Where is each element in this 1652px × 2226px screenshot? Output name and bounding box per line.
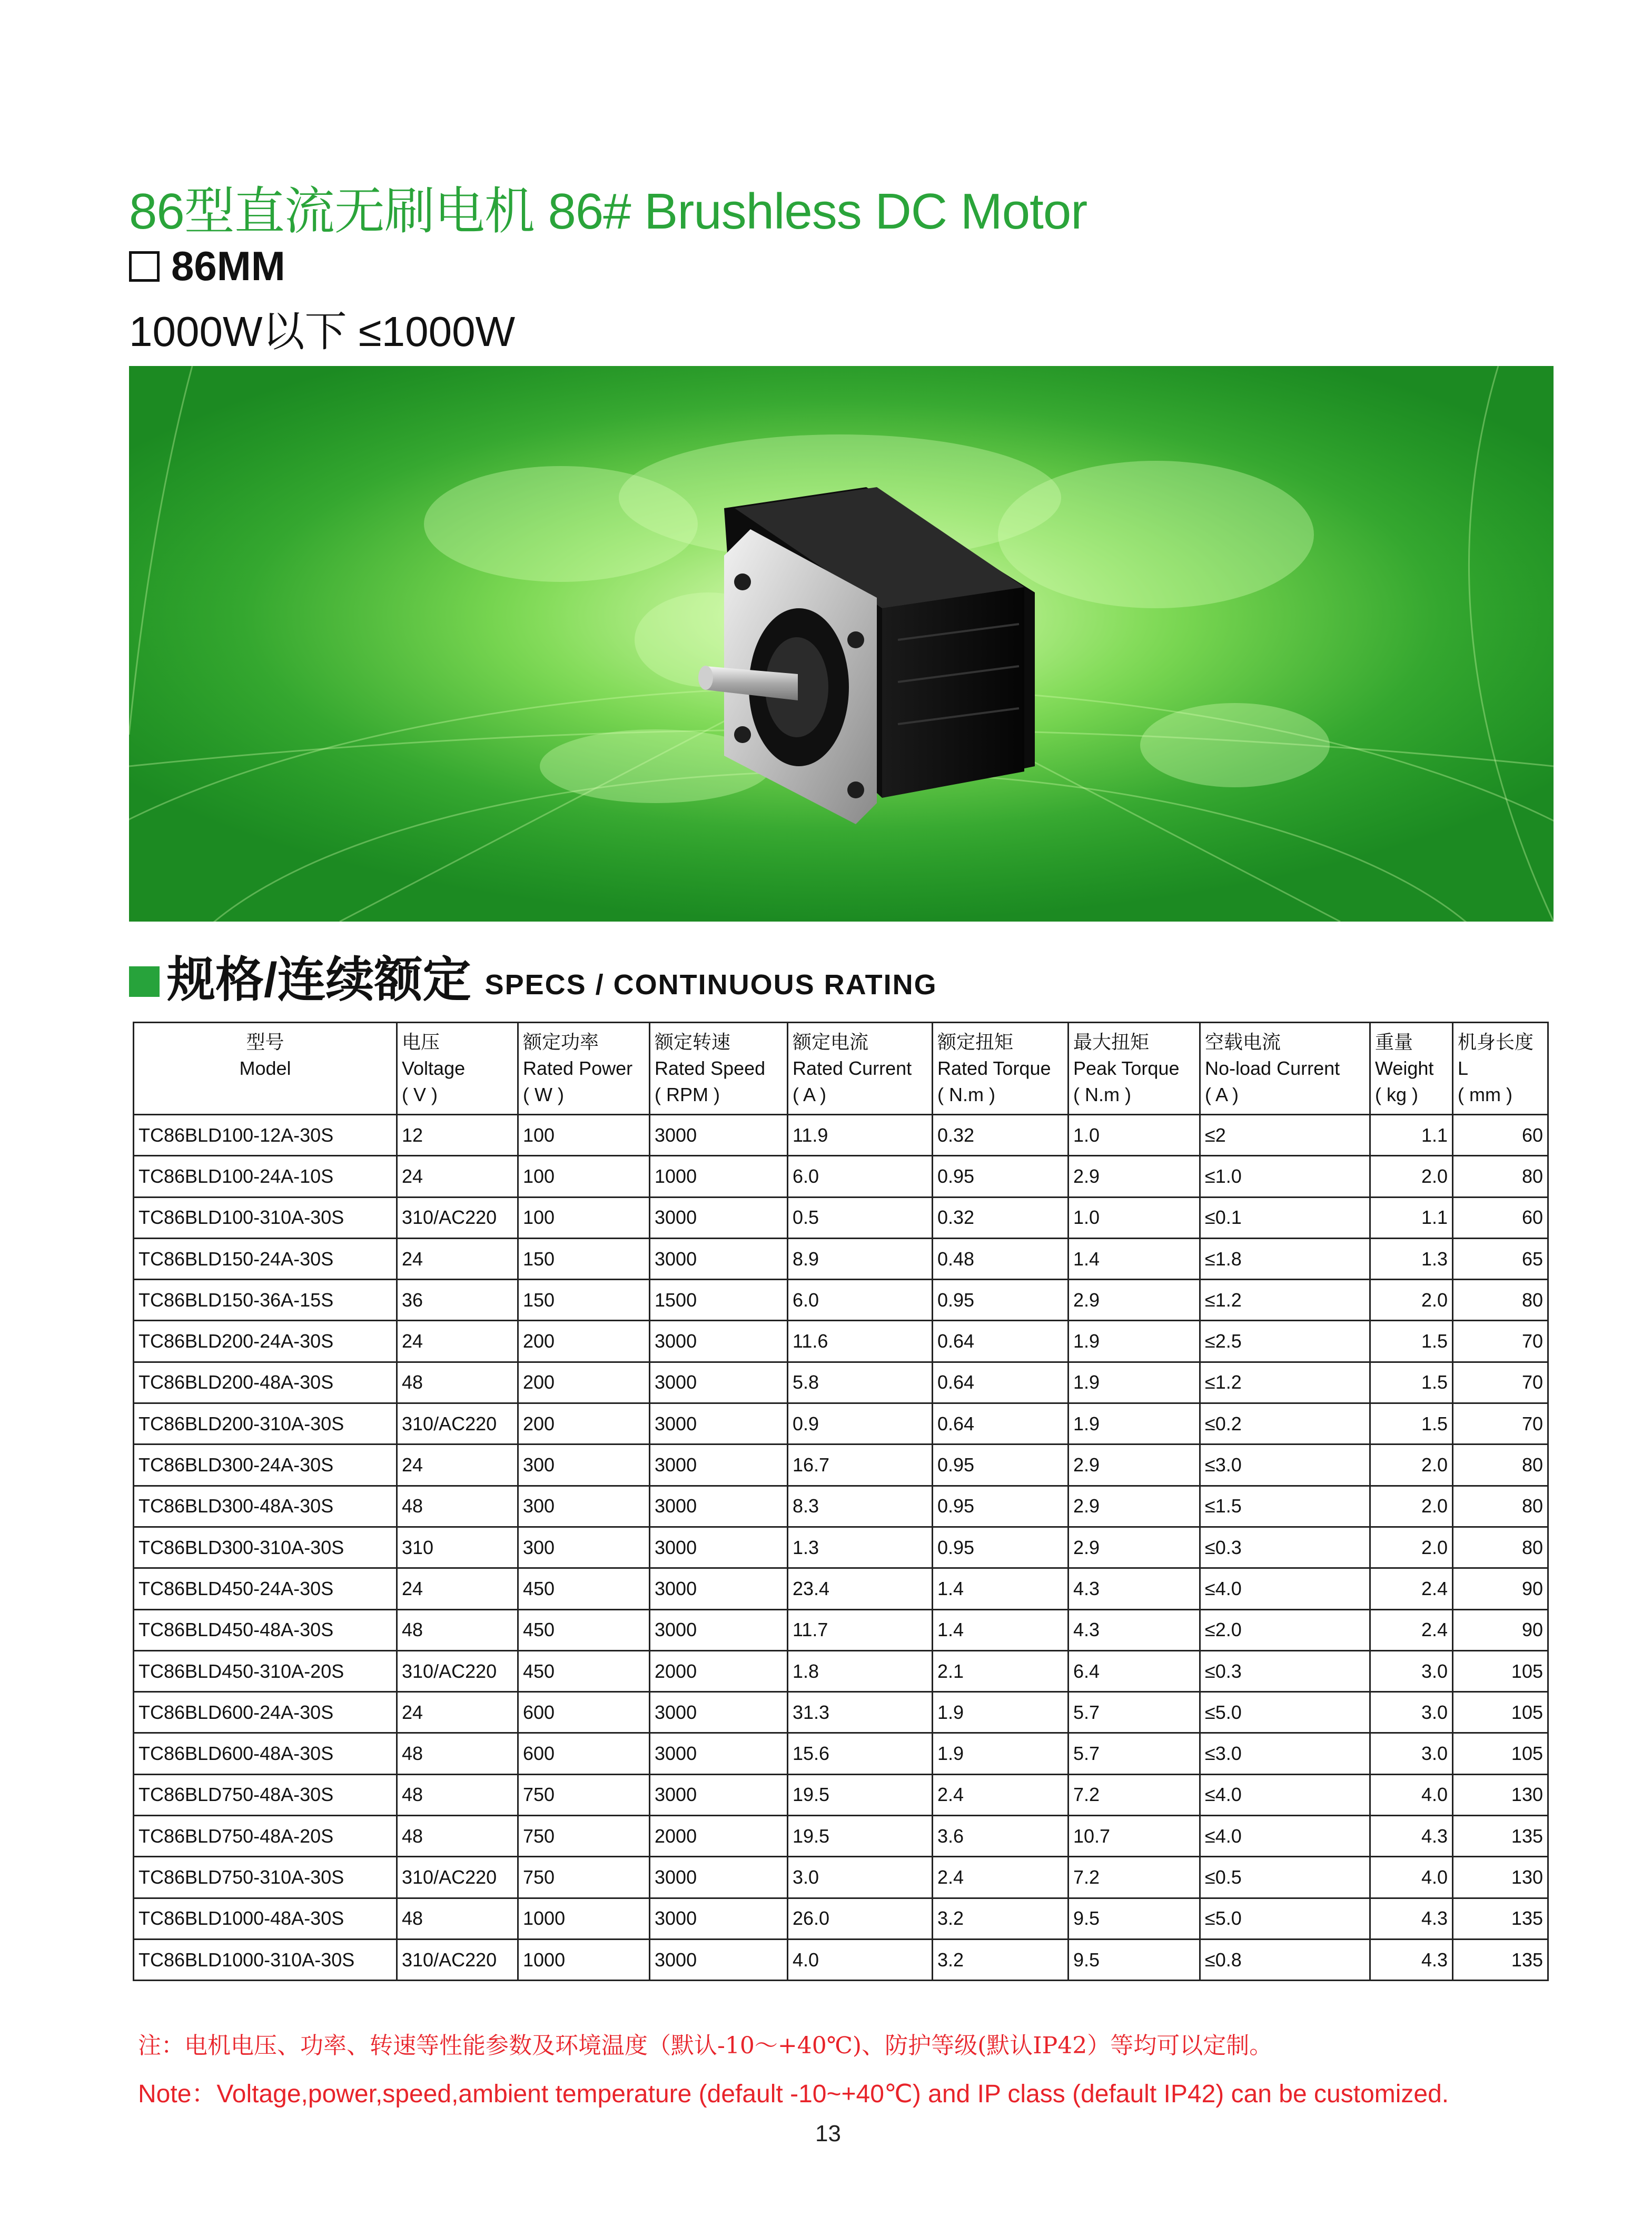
table-cell: 2.4 <box>1370 1568 1453 1609</box>
table-cell: 90 <box>1453 1568 1548 1609</box>
table-row <box>134 1774 1548 1815</box>
table-row <box>134 1238 1548 1279</box>
table-row <box>134 1816 1548 1857</box>
table-cell: ≤3.0 <box>1200 1445 1370 1486</box>
table-cell: 0.9 <box>788 1403 933 1445</box>
table-cell: 200 <box>518 1403 650 1445</box>
table-cell: 2.4 <box>933 1857 1069 1898</box>
table-cell: 24 <box>397 1692 518 1733</box>
table-cell: 310/AC220 <box>397 1197 518 1238</box>
table-cell: TC86BLD200-310A-30S <box>134 1403 397 1445</box>
table-cell: 1.0 <box>1069 1115 1200 1156</box>
table-cell: 3000 <box>650 1939 788 1980</box>
table-row <box>134 1156 1548 1197</box>
table-cell: 1.4 <box>1069 1238 1200 1279</box>
table-cell: TC86BLD100-12A-30S <box>134 1115 397 1156</box>
table-cell: ≤2.0 <box>1200 1609 1370 1650</box>
table-cell: 10.7 <box>1069 1816 1200 1857</box>
table-cell: TC86BLD600-48A-30S <box>134 1733 397 1774</box>
table-cell: TC86BLD750-310A-30S <box>134 1857 397 1898</box>
table-row <box>134 1650 1548 1691</box>
table-cell: 310/AC220 <box>397 1650 518 1691</box>
table-cell: ≤0.3 <box>1200 1527 1370 1568</box>
table-cell: 3.0 <box>1370 1733 1453 1774</box>
column-header-en: Rated Power <box>523 1057 633 1079</box>
column-header-zh: 额定转速 <box>655 1031 731 1053</box>
table-cell: ≤4.0 <box>1200 1816 1370 1857</box>
table-cell: 3000 <box>650 1733 788 1774</box>
table-cell: 80 <box>1453 1486 1548 1527</box>
table-cell: 2000 <box>650 1816 788 1857</box>
table-cell: 0.95 <box>933 1486 1069 1527</box>
table-cell: 600 <box>518 1733 650 1774</box>
table-cell: 135 <box>1453 1939 1548 1980</box>
specs-section-title <box>129 953 937 1007</box>
table-cell: 100 <box>518 1197 650 1238</box>
table-cell: TC86BLD450-310A-20S <box>134 1650 397 1691</box>
column-header-zh: 额定电流 <box>793 1031 869 1053</box>
column-header-zh: 电压 <box>402 1031 440 1053</box>
table-cell: 0.64 <box>933 1362 1069 1403</box>
table-cell: 2.4 <box>933 1774 1069 1815</box>
table-cell: TC86BLD750-48A-30S <box>134 1774 397 1815</box>
table-cell: ≤4.0 <box>1200 1568 1370 1609</box>
table-cell: 450 <box>518 1650 650 1691</box>
table-cell: 4.3 <box>1370 1816 1453 1857</box>
table-cell: TC86BLD450-48A-30S <box>134 1609 397 1650</box>
table-cell: 0.95 <box>933 1280 1069 1321</box>
table-row <box>134 1197 1548 1238</box>
table-cell: 3000 <box>650 1321 788 1362</box>
table-cell: 1.3 <box>788 1527 933 1568</box>
column-header-unit: ( N.m ) <box>937 1084 995 1105</box>
column-header-unit: ( RPM ) <box>655 1084 720 1105</box>
table-row <box>134 1609 1548 1650</box>
note-english: Note：Voltage,power,speed,ambient temperature (default -10~+40℃) and IP class (default IP42) can be customized. <box>138 2080 1449 2108</box>
table-cell: 16.7 <box>788 1445 933 1486</box>
table-cell: 300 <box>518 1486 650 1527</box>
table-row <box>134 1898 1548 1939</box>
table-cell: 0.95 <box>933 1445 1069 1486</box>
table-cell: 3000 <box>650 1568 788 1609</box>
table-cell: 19.5 <box>788 1774 933 1815</box>
table-cell: 130 <box>1453 1774 1548 1815</box>
table-cell: 1.9 <box>933 1733 1069 1774</box>
table-cell: 2.0 <box>1370 1527 1453 1568</box>
column-header-en: Peak Torque <box>1073 1057 1180 1079</box>
table-cell: 60 <box>1453 1115 1548 1156</box>
table-cell: 200 <box>518 1321 650 1362</box>
table-cell: 70 <box>1453 1362 1548 1403</box>
table-row <box>134 1321 1548 1362</box>
table-row <box>134 1403 1548 1445</box>
table-cell: TC86BLD150-36A-15S <box>134 1280 397 1321</box>
table-cell: 3000 <box>650 1486 788 1527</box>
page-number: 13 <box>815 2121 841 2146</box>
table-cell: 80 <box>1453 1280 1548 1321</box>
table-cell: 3.2 <box>933 1939 1069 1980</box>
table-cell: 48 <box>397 1774 518 1815</box>
table-cell: 80 <box>1453 1156 1548 1197</box>
table-cell: 1.1 <box>1370 1115 1453 1156</box>
table-cell: 65 <box>1453 1238 1548 1279</box>
table-cell: 48 <box>397 1362 518 1403</box>
table-cell: 0.64 <box>933 1403 1069 1445</box>
table-cell: 1.8 <box>788 1650 933 1691</box>
table-cell: 90 <box>1453 1609 1548 1650</box>
table-cell: TC86BLD450-24A-30S <box>134 1568 397 1609</box>
table-cell: 2.0 <box>1370 1280 1453 1321</box>
square-icon <box>129 251 160 282</box>
table-cell: TC86BLD1000-310A-30S <box>134 1939 397 1980</box>
table-cell: 310 <box>397 1527 518 1568</box>
table-cell: 5.8 <box>788 1362 933 1403</box>
table-cell: 48 <box>397 1733 518 1774</box>
table-cell: 2.0 <box>1370 1445 1453 1486</box>
table-cell: 150 <box>518 1280 650 1321</box>
table-cell: ≤0.8 <box>1200 1939 1370 1980</box>
column-header <box>1069 1023 1200 1115</box>
table-cell: 300 <box>518 1527 650 1568</box>
section-title-zh: 规格/连续额定 <box>167 953 471 1007</box>
table-cell: 3.6 <box>933 1816 1069 1857</box>
table-cell: 310/AC220 <box>397 1403 518 1445</box>
table-row <box>134 1280 1548 1321</box>
column-header-zh: 空载电流 <box>1205 1031 1281 1053</box>
table-cell: 0.95 <box>933 1156 1069 1197</box>
table-cell: 3000 <box>650 1857 788 1898</box>
table-cell: 1.5 <box>1370 1321 1453 1362</box>
column-header <box>933 1023 1069 1115</box>
table-row <box>134 1857 1548 1898</box>
table-cell: 24 <box>397 1321 518 1362</box>
table-cell: 0.5 <box>788 1197 933 1238</box>
table-cell: 300 <box>518 1445 650 1486</box>
column-header-zh: 最大扭矩 <box>1073 1031 1150 1053</box>
column-header <box>1453 1023 1548 1115</box>
table-cell: 1.0 <box>1069 1197 1200 1238</box>
table-row <box>134 1445 1548 1486</box>
column-header-en: Weight <box>1375 1057 1434 1079</box>
table-cell: 1.4 <box>933 1609 1069 1650</box>
table-cell: 1.9 <box>933 1692 1069 1733</box>
table-cell: 12 <box>397 1115 518 1156</box>
table-cell: ≤1.2 <box>1200 1280 1370 1321</box>
table-cell: 6.0 <box>788 1280 933 1321</box>
table-cell: 310/AC220 <box>397 1857 518 1898</box>
table-cell: 1000 <box>518 1939 650 1980</box>
table-cell: 11.9 <box>788 1115 933 1156</box>
table-cell: TC86BLD150-24A-30S <box>134 1238 397 1279</box>
table-cell: 2.1 <box>933 1650 1069 1691</box>
column-header-zh: 额定扭矩 <box>937 1031 1014 1053</box>
table-cell: TC86BLD300-48A-30S <box>134 1486 397 1527</box>
column-header-zh: 额定功率 <box>523 1031 599 1053</box>
table-cell: 2.4 <box>1370 1609 1453 1650</box>
table-cell: 0.48 <box>933 1238 1069 1279</box>
table-cell: TC86BLD300-24A-30S <box>134 1445 397 1486</box>
table-cell: 3000 <box>650 1403 788 1445</box>
table-row <box>134 1115 1548 1156</box>
table-cell: ≤5.0 <box>1200 1692 1370 1733</box>
table-cell: ≤1.5 <box>1200 1486 1370 1527</box>
table-cell: 3000 <box>650 1898 788 1939</box>
table-cell: ≤1.0 <box>1200 1156 1370 1197</box>
column-header <box>134 1023 397 1115</box>
table-cell: 1.3 <box>1370 1238 1453 1279</box>
table-cell: 11.6 <box>788 1321 933 1362</box>
table-row <box>134 1568 1548 1609</box>
table-cell: 2000 <box>650 1650 788 1691</box>
table-cell: 9.5 <box>1069 1898 1200 1939</box>
table-cell: 7.2 <box>1069 1774 1200 1815</box>
table-cell: 1.4 <box>933 1568 1069 1609</box>
table-cell: TC86BLD100-310A-30S <box>134 1197 397 1238</box>
table-cell: 11.7 <box>788 1609 933 1650</box>
column-header-en: Rated Speed <box>655 1057 766 1079</box>
table-cell: 3000 <box>650 1445 788 1486</box>
table-cell: 48 <box>397 1816 518 1857</box>
table-cell: 4.3 <box>1069 1609 1200 1650</box>
table-cell: ≤4.0 <box>1200 1774 1370 1815</box>
table-cell: 26.0 <box>788 1898 933 1939</box>
table-cell: 7.2 <box>1069 1857 1200 1898</box>
table-cell: 0.32 <box>933 1115 1069 1156</box>
table-cell: TC86BLD600-24A-30S <box>134 1692 397 1733</box>
table-cell: 200 <box>518 1362 650 1403</box>
table-cell: 150 <box>518 1238 650 1279</box>
table-cell: 36 <box>397 1280 518 1321</box>
table-cell: 4.0 <box>1370 1857 1453 1898</box>
table-cell: 24 <box>397 1156 518 1197</box>
table-cell: 15.6 <box>788 1733 933 1774</box>
table-cell: 1.9 <box>1069 1321 1200 1362</box>
column-header <box>650 1023 788 1115</box>
table-cell: 450 <box>518 1609 650 1650</box>
column-header-zh: 型号 <box>246 1031 284 1053</box>
table-cell: 1500 <box>650 1280 788 1321</box>
table-cell: 2.9 <box>1069 1527 1200 1568</box>
table-cell: 19.5 <box>788 1816 933 1857</box>
column-header <box>518 1023 650 1115</box>
column-header-zh: 重量 <box>1375 1031 1413 1053</box>
table-cell: 135 <box>1453 1816 1548 1857</box>
table-row <box>134 1692 1548 1733</box>
table-cell: 8.3 <box>788 1486 933 1527</box>
column-header-unit: ( A ) <box>1205 1084 1239 1105</box>
table-cell: 1.9 <box>1069 1362 1200 1403</box>
table-cell: 1.5 <box>1370 1362 1453 1403</box>
table-cell: 135 <box>1453 1898 1548 1939</box>
table-cell: 24 <box>397 1445 518 1486</box>
table-cell: 3.2 <box>933 1898 1069 1939</box>
column-header-en: Rated Torque <box>937 1057 1051 1079</box>
section-title-en: SPECS / CONTINUOUS RATING <box>484 969 937 1001</box>
table-cell: 310/AC220 <box>397 1939 518 1980</box>
table-cell: ≤0.5 <box>1200 1857 1370 1898</box>
table-cell: 9.5 <box>1069 1939 1200 1980</box>
column-header-en: L <box>1458 1057 1469 1079</box>
table-cell: 3000 <box>650 1609 788 1650</box>
table-cell: ≤2 <box>1200 1115 1370 1156</box>
table-cell: 70 <box>1453 1403 1548 1445</box>
table-cell: 3000 <box>650 1774 788 1815</box>
table-cell: 130 <box>1453 1857 1548 1898</box>
table-cell: TC86BLD200-24A-30S <box>134 1321 397 1362</box>
column-header <box>1370 1023 1453 1115</box>
table-cell: 4.0 <box>788 1939 933 1980</box>
table-cell: 4.3 <box>1069 1568 1200 1609</box>
table-cell: 6.0 <box>788 1156 933 1197</box>
table-cell: 23.4 <box>788 1568 933 1609</box>
column-header <box>1200 1023 1370 1115</box>
table-cell: 48 <box>397 1609 518 1650</box>
table-cell: 2.0 <box>1370 1486 1453 1527</box>
table-cell: 100 <box>518 1156 650 1197</box>
table-row <box>134 1362 1548 1403</box>
column-header-zh: 机身长度 <box>1458 1031 1534 1053</box>
table-row <box>134 1733 1548 1774</box>
power-label: 1000W以下 ≤1000W <box>129 308 516 355</box>
table-cell: 80 <box>1453 1527 1548 1568</box>
table-cell: ≤5.0 <box>1200 1898 1370 1939</box>
table-cell: 1.5 <box>1370 1403 1453 1445</box>
table-cell: 750 <box>518 1774 650 1815</box>
table-cell: TC86BLD200-48A-30S <box>134 1362 397 1403</box>
note-chinese: 注：电机电压、功率、转速等性能参数及环境温度（默认-10～+40℃)、防护等级(默认IP42）等均可以定制。 <box>138 2032 1273 2059</box>
table-cell: TC86BLD1000-48A-30S <box>134 1898 397 1939</box>
table-cell: 24 <box>397 1568 518 1609</box>
table-cell: 3.0 <box>1370 1692 1453 1733</box>
page-title: 86型直流无刷电机 86# Brushless DC Motor <box>129 183 1087 240</box>
table-cell: 4.3 <box>1370 1939 1453 1980</box>
table-cell: 70 <box>1453 1321 1548 1362</box>
table-cell: 60 <box>1453 1197 1548 1238</box>
column-header-unit: ( mm ) <box>1458 1084 1512 1105</box>
size-label-text: 86MM <box>171 243 285 289</box>
table-cell: ≤1.2 <box>1200 1362 1370 1403</box>
table-cell: 48 <box>397 1486 518 1527</box>
table-cell: 5.7 <box>1069 1692 1200 1733</box>
column-header-unit: ( A ) <box>793 1084 827 1105</box>
table-cell: 48 <box>397 1898 518 1939</box>
column-header-unit: ( kg ) <box>1375 1084 1419 1105</box>
column-header-unit: ( V ) <box>402 1084 438 1105</box>
table-cell: ≤3.0 <box>1200 1733 1370 1774</box>
table-cell: 24 <box>397 1238 518 1279</box>
table-cell: 3000 <box>650 1527 788 1568</box>
table-cell: 3000 <box>650 1115 788 1156</box>
table-cell: 3000 <box>650 1362 788 1403</box>
table-cell: 3000 <box>650 1238 788 1279</box>
table-cell: 4.3 <box>1370 1898 1453 1939</box>
column-header-en: Rated Current <box>793 1057 912 1079</box>
table-cell: 1000 <box>650 1156 788 1197</box>
table-cell: 105 <box>1453 1650 1548 1691</box>
table-cell: 100 <box>518 1115 650 1156</box>
table-cell: ≤0.1 <box>1200 1197 1370 1238</box>
table-cell: TC86BLD300-310A-30S <box>134 1527 397 1568</box>
column-header <box>397 1023 518 1115</box>
table-cell: ≤0.3 <box>1200 1650 1370 1691</box>
table-row <box>134 1939 1548 1980</box>
table-cell: 105 <box>1453 1733 1548 1774</box>
table-cell: 1000 <box>518 1898 650 1939</box>
table-cell: 1.1 <box>1370 1197 1453 1238</box>
table-cell: 0.32 <box>933 1197 1069 1238</box>
table-cell: 750 <box>518 1816 650 1857</box>
table-cell: 80 <box>1453 1445 1548 1486</box>
motor-photo <box>129 366 1554 922</box>
table-cell: 6.4 <box>1069 1650 1200 1691</box>
table-cell: 4.0 <box>1370 1774 1453 1815</box>
table-cell: TC86BLD100-24A-10S <box>134 1156 397 1197</box>
table-cell: 1.9 <box>1069 1403 1200 1445</box>
table-cell: ≤0.2 <box>1200 1403 1370 1445</box>
table-cell: 3.0 <box>788 1857 933 1898</box>
table-cell: 3.0 <box>1370 1650 1453 1691</box>
table-cell: 0.95 <box>933 1527 1069 1568</box>
table-cell: 450 <box>518 1568 650 1609</box>
column-header <box>788 1023 933 1115</box>
table-cell: 2.9 <box>1069 1486 1200 1527</box>
table-cell: TC86BLD750-48A-20S <box>134 1816 397 1857</box>
table-row <box>134 1527 1548 1568</box>
table-cell: 3000 <box>650 1197 788 1238</box>
table-cell: 5.7 <box>1069 1733 1200 1774</box>
specs-table <box>133 1022 1549 1981</box>
table-cell: ≤2.5 <box>1200 1321 1370 1362</box>
column-header-unit <box>139 1082 392 1108</box>
table-cell: 2.9 <box>1069 1280 1200 1321</box>
table-cell: 2.9 <box>1069 1156 1200 1197</box>
table-cell: 0.64 <box>933 1321 1069 1362</box>
table-row <box>134 1486 1548 1527</box>
column-header-unit: ( W ) <box>523 1084 564 1105</box>
column-header-unit: ( N.m ) <box>1073 1084 1131 1105</box>
product-banner <box>129 366 1554 922</box>
size-label <box>129 242 285 290</box>
column-header-en: No-load Current <box>1205 1057 1340 1079</box>
bullet-square-icon <box>129 966 160 997</box>
table-cell: 105 <box>1453 1692 1548 1733</box>
table-cell: 2.9 <box>1069 1445 1200 1486</box>
table-cell: 750 <box>518 1857 650 1898</box>
column-header-en: Voltage <box>402 1057 466 1079</box>
table-cell: 8.9 <box>788 1238 933 1279</box>
table-cell: 600 <box>518 1692 650 1733</box>
table-cell: 2.0 <box>1370 1156 1453 1197</box>
table-cell: 31.3 <box>788 1692 933 1733</box>
table-cell: ≤1.8 <box>1200 1238 1370 1279</box>
table-cell: 3000 <box>650 1692 788 1733</box>
table-header-row <box>134 1023 1548 1115</box>
column-header-en: Model <box>239 1057 291 1079</box>
